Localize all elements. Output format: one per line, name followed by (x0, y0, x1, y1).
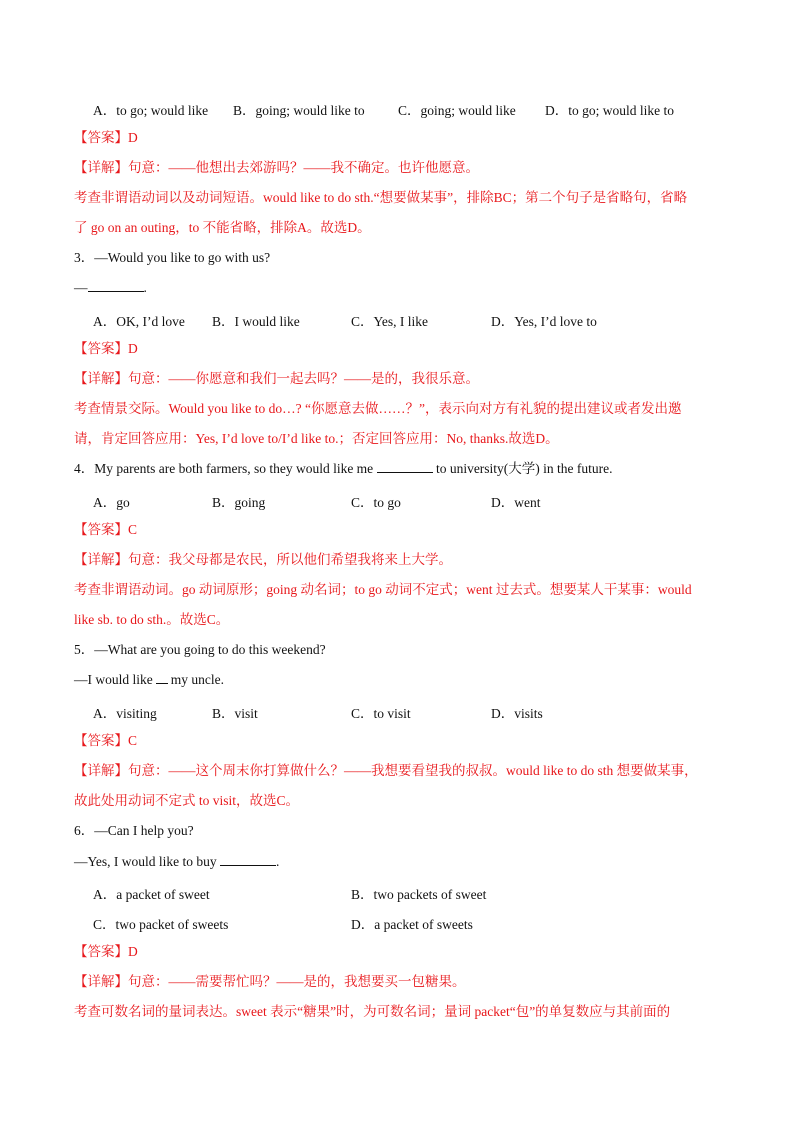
q6-option-c: C．two packet of sweets (93, 917, 229, 932)
q4-answer-blank (377, 460, 433, 473)
q3-reply-period: . (143, 280, 147, 295)
q4-stem-end: to university(大学) in the future. (435, 461, 613, 476)
q3-answer-blank (88, 279, 144, 292)
q6-reply-start: —Yes, I would like to buy (74, 854, 217, 869)
q3-option-d: D．Yes, I’d love to (491, 314, 597, 329)
q2-explain-line1: 考查非谓语动词以及动词短语。would like to do sth.“想要做某事”，排除BC；第二个句子是省略句，省略 (74, 190, 688, 205)
q4-option-c: C．to go (351, 495, 401, 510)
q6-stem: 6．—Can I help you? (74, 823, 194, 838)
q2-answer: 【答案】D (74, 130, 138, 145)
q6-option-b: B．two packets of sweet (351, 887, 487, 902)
q6-option-d: D．a packet of sweets (351, 917, 473, 932)
q4-answer: 【答案】C (74, 522, 138, 537)
q5-detail-line2: 故此处用动词不定式 to visit，故选C。 (74, 793, 300, 808)
q2-detail: 【详解】句意：——他想出去郊游吗？——我不确定。也许他愿意。 (74, 160, 479, 175)
q4-stem (74, 460, 613, 478)
q3-stem: 3．—Would you like to go with us? (74, 250, 271, 265)
q4-detail: 【详解】句意：我父母都是农民，所以他们希望我将来上大学。 (74, 552, 452, 567)
q3-reply-dash: — (74, 280, 88, 295)
q2-option-b: B．going; would like to (233, 103, 365, 118)
q6-reply-end: . (276, 854, 280, 869)
q3-explain-line2: 请，肯定回答应用：Yes, I’d love to/I’d like to.；否定回答应用：No, thanks.故选D。 (74, 431, 559, 446)
q3-detail: 【详解】句意：——你愿意和我们一起去吗？——是的，我很乐意。 (74, 371, 479, 386)
q6-answer-blank (220, 853, 276, 866)
q2-option-d: D．to go; would like to (545, 103, 674, 118)
q5-reply-start: —I would like (74, 672, 153, 687)
q5-answer-blank (156, 671, 168, 684)
q5-answer: 【答案】C (74, 733, 138, 748)
q5-reply-end: my uncle. (170, 672, 224, 687)
q6-reply (74, 853, 279, 871)
q4-option-a: A．go (93, 495, 130, 510)
q6-detail: 【详解】句意：——需要帮忙吗？——是的，我想要买一包糖果。 (74, 974, 466, 989)
q5-option-c: C．to visit (351, 706, 411, 721)
q5-option-b: B．visit (212, 706, 258, 721)
q5-option-d: D．visits (491, 706, 543, 721)
q5-option-a: A．visiting (93, 706, 157, 721)
q3-reply (74, 279, 147, 297)
q2-option-a: A．to go; would like (93, 103, 209, 118)
q4-explain-line1: 考查非谓语动词。go 动词原形；going 动名词；to go 动词不定式；went 过去式。想要某人干某事：would (74, 582, 692, 597)
q2-option-c: C．going; would like (398, 103, 516, 118)
q3-answer: 【答案】D (74, 341, 138, 356)
q2-explain-line2: 了 go on an outing，to 不能省略，排除A。故选D。 (74, 220, 371, 235)
q5-detail-line1: 【详解】句意：——这个周末你打算做什么？——我想要看望我的叔叔。would like to do sth 想要做某事， (74, 763, 698, 778)
q4-explain-line2: like sb. to do sth.。故选C。 (74, 612, 230, 627)
q4-option-d: D．went (491, 495, 541, 510)
q3-explain-line1: 考查情景交际。Would you like to do…? “你愿意去做……？”，表示向对方有礼貌的提出建议或者发出邀 (74, 401, 682, 416)
q3-option-a: A．OK, I’d love (93, 314, 185, 329)
q6-option-a: A．a packet of sweet (93, 887, 210, 902)
q4-stem-start: 4．My parents are both farmers, so they would like me (74, 461, 374, 476)
q6-explain-line1: 考查可数名词的量词表达。sweet 表示“糖果”时，为可数名词；量词 packet“包”的单复数应与其前面的 (74, 1004, 671, 1019)
q4-option-b: B．going (212, 495, 266, 510)
q5-reply (74, 671, 224, 689)
q5-stem: 5．—What are you going to do this weekend? (74, 642, 326, 657)
q3-option-b: B．I would like (212, 314, 300, 329)
q3-option-c: C．Yes, I like (351, 314, 429, 329)
q6-answer: 【答案】D (74, 944, 138, 959)
